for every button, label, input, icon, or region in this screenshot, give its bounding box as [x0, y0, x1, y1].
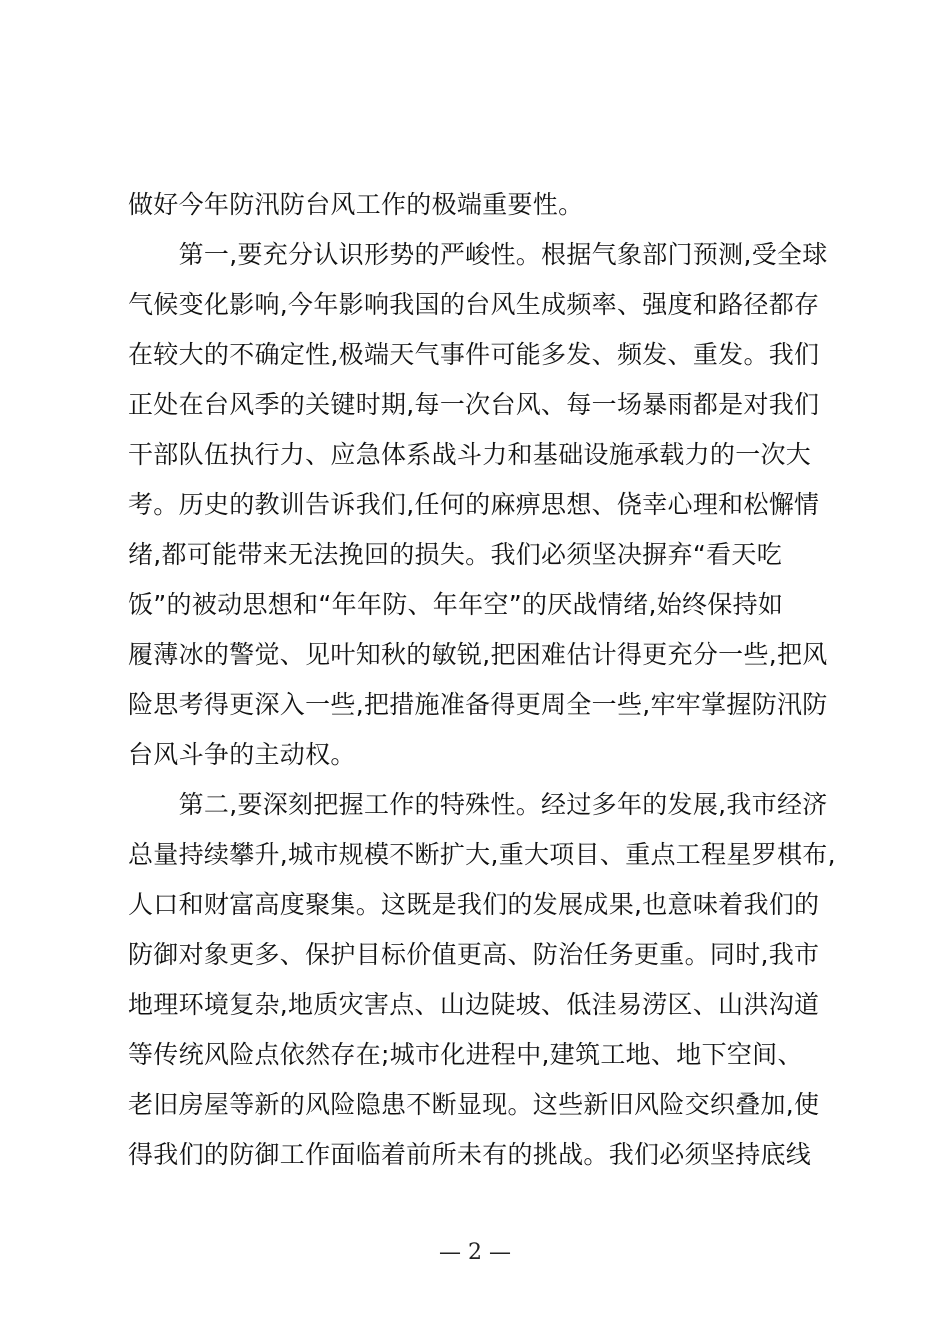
text-line: 履薄冰的警觉、见叶知秋的敏锐,把困难估计得更充分一些,把风 — [128, 640, 828, 669]
text-line: 气候变化影响,今年影响我国的台风生成频率、强度和路径都存 — [128, 290, 820, 319]
text-line: 第一,要充分认识形势的严峻性。根据气象部门预测,受全球 — [128, 240, 828, 269]
text-line: 考。历史的教训告诉我们,任何的麻痹思想、侥幸心理和松懈情 — [128, 490, 820, 519]
text-line: 险思考得更深入一些,把措施准备得更周全一些,牢牢掌握防汛防 — [128, 690, 828, 719]
text-line: 防御对象更多、保护目标价值更高、防治任务更重。同时,我市 — [128, 940, 820, 969]
text-line: 人口和财富高度聚集。这既是我们的发展成果,也意味着我们的 — [128, 890, 820, 919]
page-number: — 2 — — [439, 1240, 511, 1265]
text-line: 第二,要深刻把握工作的特殊性。经过多年的发展,我市经济 — [128, 790, 828, 819]
text-line: 正处在台风季的关键时期,每一次台风、每一场暴雨都是对我们 — [128, 390, 820, 419]
text-line: 干部队伍执行力、应急体系战斗力和基础设施承载力的一次大 — [128, 440, 812, 469]
text-line: 在较大的不确定性,极端天气事件可能多发、频发、重发。我们 — [128, 340, 820, 369]
text-line: 总量持续攀升,城市规模不断扩大,重大项目、重点工程星罗棋布, — [128, 840, 836, 869]
text-line: 绪,都可能带来无法挽回的损失。我们必须坚决摒弃“看天吃 — [128, 540, 783, 569]
text-line: 台风斗争的主动权。 — [128, 740, 356, 769]
text-line: 地理环境复杂,地质灾害点、山边陡坡、低洼易涝区、山洪沟道 — [128, 990, 820, 1019]
text-line: 饭”的被动思想和“年年防、年年空”的厌战情绪,始终保持如 — [128, 590, 784, 619]
text-line: 等传统风险点依然存在;城市化进程中,建筑工地、地下空间、 — [128, 1040, 803, 1069]
text-line: 得我们的防御工作面临着前所未有的挑战。我们必须坚持底线 — [128, 1140, 812, 1169]
text-line: 做好今年防汛防台风工作的极端重要性。 — [128, 190, 584, 219]
text-line: 老旧房屋等新的风险隐患不断显现。这些新旧风险交织叠加,使 — [128, 1090, 820, 1119]
